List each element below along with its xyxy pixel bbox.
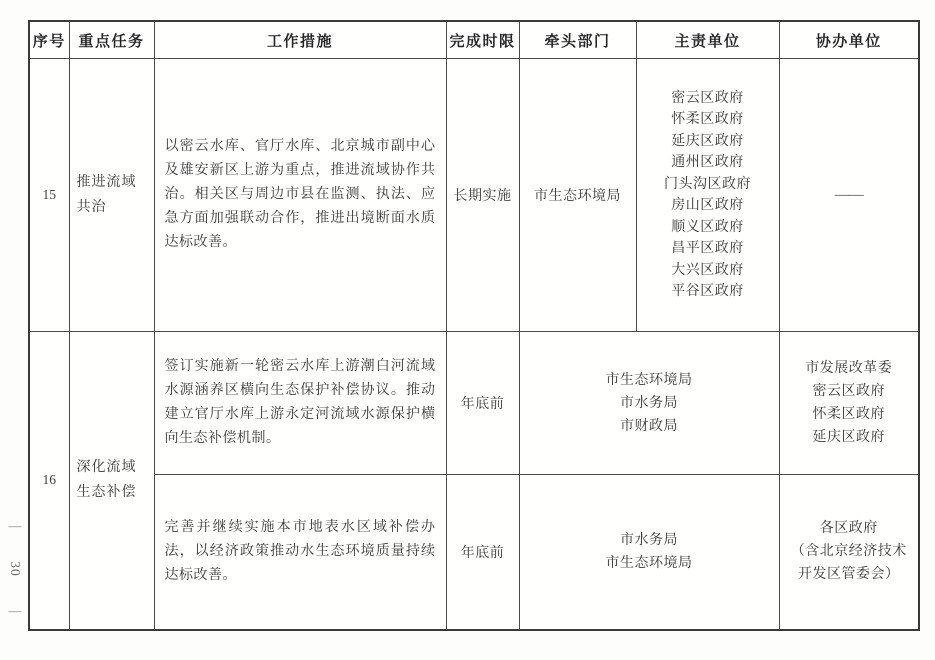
- row15-serial: 15: [29, 59, 69, 332]
- row15-lead-department: 市生态环境局: [519, 59, 636, 332]
- row16a-lead-main-units: [519, 332, 779, 475]
- header-row: [29, 21, 919, 59]
- unit-line: 市水务局: [620, 395, 678, 411]
- unit-line: 大兴区政府: [671, 262, 744, 278]
- unit-line: 平谷区政府: [671, 284, 744, 299]
- row16a-measure: 签订实施新一轮密云水库上游潮白河流域水源涵养区横向生态保护补偿协议。推动建立官厅水库上游永定河流域水源保护横向生态补偿机制。: [154, 332, 446, 475]
- row15-assist-unit: ——: [779, 59, 919, 332]
- row16-serial: 16: [29, 332, 69, 630]
- row15-measure: 以密云水库、官厅水库、北京城市副中心及雄安新区上游为重点，推进流域协作共治。相关区与周边市县在监测、执法、应急方面加强联动合作，推进出境断面水质达标改善。: [154, 59, 446, 332]
- page-number-dash-top: —: [8, 518, 22, 533]
- row16b-measure: 完善并继续实施本市地表水区域补偿办法，以经济政策推动水生态环境质量持续达标改善。: [154, 475, 446, 630]
- unit-line: 顺义区政府: [671, 219, 744, 235]
- header-measures: 工作措施: [154, 21, 446, 59]
- unit-line: （含北京经济技术: [790, 544, 907, 560]
- unit-line: 房山区政府: [671, 198, 744, 213]
- row15-deadline: 长期实施: [446, 59, 519, 332]
- header-key-task: 重点任务: [69, 21, 154, 59]
- row16b-assist-units: [779, 475, 919, 630]
- header-serial: 序号: [29, 21, 69, 59]
- page-number-block: [3, 518, 27, 618]
- header-deadline: 完成时限: [446, 21, 519, 59]
- unit-line: 市财政局: [620, 418, 678, 434]
- work-plan-table: [28, 20, 920, 631]
- unit-line: 怀柔区政府: [671, 112, 744, 127]
- unit-line: 各区政府: [819, 521, 878, 537]
- row16a-assist-units: [779, 332, 919, 475]
- unit-line: 延庆区政府: [812, 430, 885, 445]
- header-assist-unit: 协办单位: [779, 21, 919, 59]
- unit-line: 门头沟区政府: [664, 176, 751, 192]
- row16-task: 深化流域生态补偿: [69, 332, 154, 630]
- row15-task: 推进流域共治: [69, 59, 154, 332]
- page-number: 30: [8, 560, 23, 577]
- unit-line: 市生态环境局: [605, 372, 693, 388]
- unit-line: 密云区政府: [671, 90, 744, 106]
- header-main-unit: 主责单位: [636, 21, 779, 59]
- unit-line: 延庆区政府: [671, 133, 744, 149]
- row16b-lead-main-units: [519, 475, 779, 630]
- unit-line: 昌平区政府: [671, 241, 744, 256]
- unit-line: 怀柔区政府: [812, 407, 885, 422]
- row-16a: [29, 332, 919, 475]
- unit-line: 市发展改革委: [805, 361, 893, 376]
- row16a-deadline: 年底前: [446, 332, 519, 475]
- unit-line: 市生态环境局: [605, 555, 693, 571]
- unit-line: 通州区政府: [671, 155, 744, 170]
- row-16b: [29, 475, 919, 630]
- unit-line: 密云区政府: [812, 384, 885, 399]
- row15-main-units: [636, 59, 779, 332]
- page-number-dash-bottom: —: [8, 603, 22, 618]
- row-15: [29, 59, 919, 332]
- row16b-deadline: 年底前: [446, 475, 519, 630]
- unit-line: 开发区管委会）: [798, 567, 900, 583]
- unit-line: 市水务局: [620, 532, 678, 548]
- header-lead-department: 牵头部门: [519, 21, 636, 59]
